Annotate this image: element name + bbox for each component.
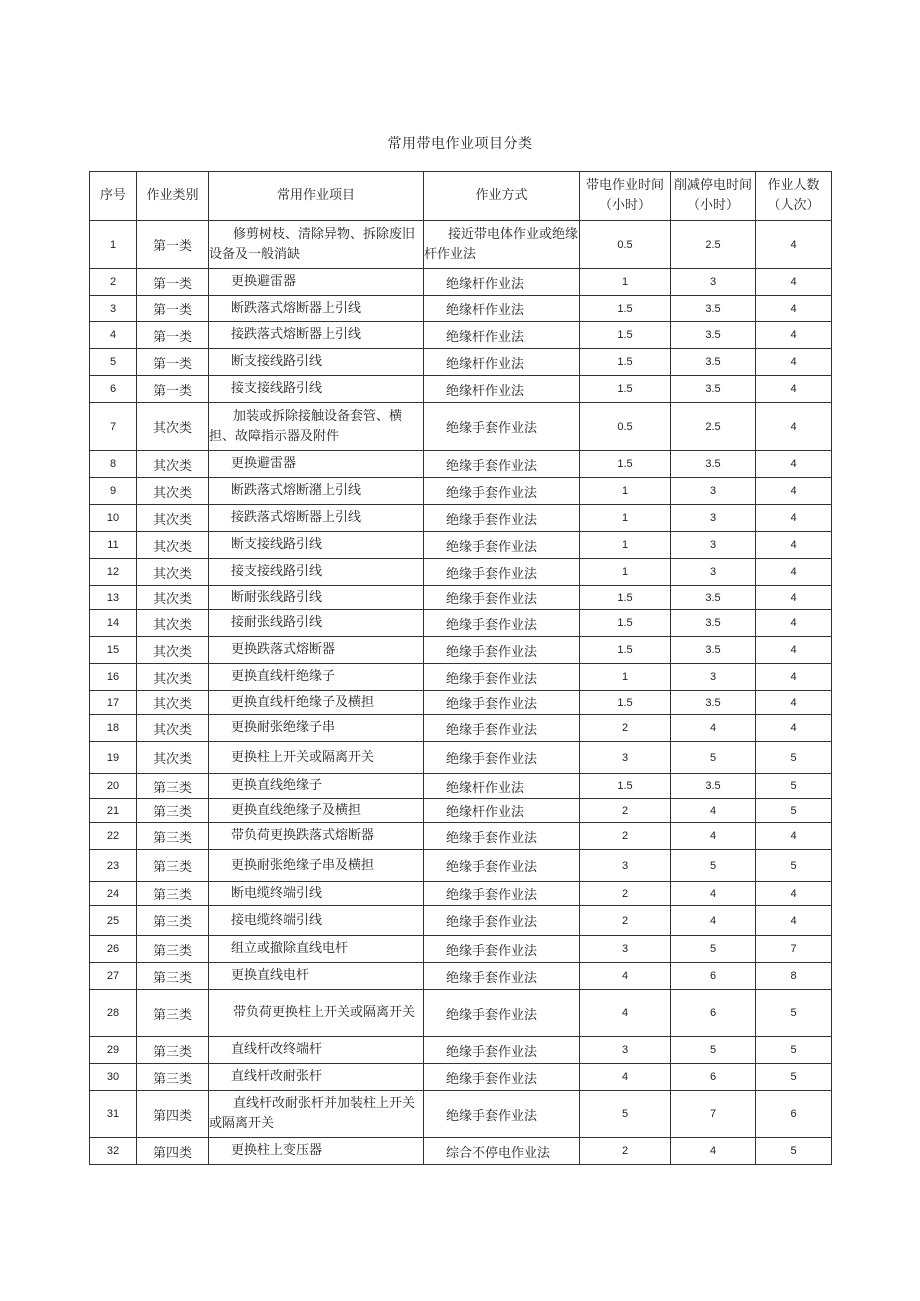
live-time-cell: 4 [580, 963, 671, 990]
reduced-time-cell: 3.5 [671, 451, 756, 478]
method-cell: 绝缘手套作业法 [424, 532, 580, 559]
method-cell: 绝缘手套作业法 [424, 610, 580, 637]
method-cell: 绝缘手套作业法 [424, 1037, 580, 1064]
item-cell: 直线杆改终端杆 [209, 1037, 424, 1064]
item-cell: 接耐张线路引线 [209, 610, 424, 637]
method-cell: 绝缘手套作业法 [424, 478, 580, 505]
reduced-time-cell: 2.5 [671, 221, 756, 269]
people-cell: 4 [756, 505, 832, 532]
item-cell: 接电缆终端引线 [209, 906, 424, 936]
table-row [90, 637, 832, 664]
category-cell: 其次类 [137, 403, 209, 451]
table-row [90, 1064, 832, 1091]
live-time-cell: 3 [580, 742, 671, 774]
people-cell: 4 [756, 664, 832, 691]
method-cell: 绝缘手套作业法 [424, 823, 580, 850]
category-cell: 第一类 [137, 376, 209, 403]
item-cell: 更换柱上开关或隔离开关 [209, 742, 424, 774]
table-row [90, 559, 832, 586]
live-time-cell: 1.5 [580, 586, 671, 610]
table-row [90, 532, 832, 559]
reduced-time-cell: 3.5 [671, 349, 756, 376]
seq-cell: 6 [90, 376, 137, 403]
seq-cell: 20 [90, 774, 137, 799]
people-cell: 4 [756, 715, 832, 742]
method-cell: 绝缘杆作业法 [424, 376, 580, 403]
method-cell: 绝缘手套作业法 [424, 715, 580, 742]
table-row [90, 586, 832, 610]
reduced-time-cell: 3 [671, 269, 756, 296]
seq-cell: 28 [90, 990, 137, 1037]
people-cell: 5 [756, 742, 832, 774]
reduced-time-cell: 6 [671, 1064, 756, 1091]
method-cell: 绝缘手套作业法 [424, 742, 580, 774]
item-cell: 断跌落式熔断潴上引线 [209, 478, 424, 505]
reduced-time-cell: 5 [671, 850, 756, 882]
seq-cell: 23 [90, 850, 137, 882]
category-cell: 其次类 [137, 610, 209, 637]
header-live-time: 带电作业时间（小时） [580, 172, 671, 221]
method-cell: 绝缘手套作业法 [424, 505, 580, 532]
item-cell: 更换直线杆绝缘子及横担 [209, 691, 424, 715]
item-cell: 带负荷更换跌落式熔断器 [209, 823, 424, 850]
item-cell: 修剪树枝、清除异物、拆除废旧设备及一般消缺 [209, 221, 424, 269]
table-row [90, 221, 832, 269]
people-cell: 5 [756, 990, 832, 1037]
table-row [90, 742, 832, 774]
category-cell: 其次类 [137, 559, 209, 586]
reduced-time-cell: 4 [671, 1138, 756, 1165]
seq-cell: 32 [90, 1138, 137, 1165]
category-cell: 其次类 [137, 451, 209, 478]
category-cell: 其次类 [137, 691, 209, 715]
live-time-cell: 0.5 [580, 403, 671, 451]
live-time-cell: 5 [580, 1091, 671, 1138]
live-time-cell: 0.5 [580, 221, 671, 269]
reduced-time-cell: 5 [671, 742, 756, 774]
item-cell: 接跌落式熔断器上引线 [209, 505, 424, 532]
people-cell: 6 [756, 1091, 832, 1138]
reduced-time-cell: 3.5 [671, 586, 756, 610]
seq-cell: 10 [90, 505, 137, 532]
method-cell: 绝缘杆作业法 [424, 774, 580, 799]
table-row [90, 269, 832, 296]
reduced-time-cell: 3.5 [671, 637, 756, 664]
table-row [90, 664, 832, 691]
item-cell: 更换直线杆绝缘子 [209, 664, 424, 691]
live-time-cell: 2 [580, 906, 671, 936]
live-time-cell: 1.5 [580, 610, 671, 637]
header-reduced-time: 削减停电时间（小时） [671, 172, 756, 221]
live-time-cell: 1 [580, 478, 671, 505]
reduced-time-cell: 3.5 [671, 376, 756, 403]
live-time-cell: 1 [580, 269, 671, 296]
live-time-cell: 4 [580, 1064, 671, 1091]
method-cell: 绝缘杆作业法 [424, 349, 580, 376]
live-time-cell: 1.5 [580, 296, 671, 322]
method-cell: 绝缘手套作业法 [424, 1091, 580, 1138]
item-cell: 接支接线路引线 [209, 559, 424, 586]
item-cell: 更换直线电杆 [209, 963, 424, 990]
reduced-time-cell: 3 [671, 559, 756, 586]
live-time-cell: 1.5 [580, 691, 671, 715]
table-row [90, 1091, 832, 1138]
reduced-time-cell: 3 [671, 532, 756, 559]
table-row [90, 715, 832, 742]
seq-cell: 31 [90, 1091, 137, 1138]
method-cell: 绝缘手套作业法 [424, 559, 580, 586]
item-cell: 断支接线路引线 [209, 349, 424, 376]
live-time-cell: 2 [580, 1138, 671, 1165]
seq-cell: 24 [90, 882, 137, 906]
people-cell: 4 [756, 349, 832, 376]
item-cell: 接跌落式熔断器上引线 [209, 322, 424, 349]
table-row [90, 936, 832, 963]
category-cell: 第三类 [137, 882, 209, 906]
item-cell: 组立或撤除直线电杆 [209, 936, 424, 963]
live-time-cell: 1.5 [580, 774, 671, 799]
people-cell: 4 [756, 532, 832, 559]
reduced-time-cell: 6 [671, 963, 756, 990]
seq-cell: 16 [90, 664, 137, 691]
reduced-time-cell: 3.5 [671, 610, 756, 637]
seq-cell: 2 [90, 269, 137, 296]
reduced-time-cell: 6 [671, 990, 756, 1037]
method-cell: 绝缘手套作业法 [424, 586, 580, 610]
category-cell: 第三类 [137, 906, 209, 936]
method-cell: 绝缘杆作业法 [424, 799, 580, 823]
table-row [90, 882, 832, 906]
item-cell: 更换直线绝缘子及横担 [209, 799, 424, 823]
live-time-cell: 2 [580, 823, 671, 850]
people-cell: 8 [756, 963, 832, 990]
page-title: 常用带电作业项目分类 [387, 136, 533, 152]
item-cell: 加装或拆除接触设备套管、横担、故障指示器及附件 [209, 403, 424, 451]
reduced-time-cell: 7 [671, 1091, 756, 1138]
live-time-cell: 3 [580, 1037, 671, 1064]
item-cell: 更换避雷器 [209, 451, 424, 478]
category-cell: 其次类 [137, 742, 209, 774]
seq-cell: 8 [90, 451, 137, 478]
item-cell: 更换跌落式熔断器 [209, 637, 424, 664]
seq-cell: 18 [90, 715, 137, 742]
live-time-cell: 1.5 [580, 451, 671, 478]
header-item: 常用作业项目 [209, 172, 424, 221]
category-cell: 其次类 [137, 715, 209, 742]
method-cell: 绝缘手套作业法 [424, 691, 580, 715]
reduced-time-cell: 4 [671, 823, 756, 850]
category-cell: 第三类 [137, 990, 209, 1037]
seq-cell: 13 [90, 586, 137, 610]
table-row [90, 774, 832, 799]
people-cell: 7 [756, 936, 832, 963]
people-cell: 5 [756, 1138, 832, 1165]
people-cell: 5 [756, 799, 832, 823]
seq-cell: 15 [90, 637, 137, 664]
reduced-time-cell: 3 [671, 478, 756, 505]
seq-cell: 14 [90, 610, 137, 637]
table-row [90, 1138, 832, 1165]
live-time-cell: 3 [580, 850, 671, 882]
table-row [90, 990, 832, 1037]
category-cell: 其次类 [137, 586, 209, 610]
seq-cell: 26 [90, 936, 137, 963]
people-cell: 4 [756, 559, 832, 586]
category-cell: 第三类 [137, 1064, 209, 1091]
table-row [90, 478, 832, 505]
seq-cell: 17 [90, 691, 137, 715]
reduced-time-cell: 4 [671, 882, 756, 906]
category-cell: 第一类 [137, 221, 209, 269]
item-cell: 直线杆改耐张杆 [209, 1064, 424, 1091]
table-row [90, 799, 832, 823]
people-cell: 4 [756, 322, 832, 349]
category-cell: 第四类 [137, 1091, 209, 1138]
seq-cell: 4 [90, 322, 137, 349]
table-row [90, 850, 832, 882]
header-method: 作业方式 [424, 172, 580, 221]
people-cell: 4 [756, 882, 832, 906]
reduced-time-cell: 3.5 [671, 774, 756, 799]
item-cell: 更换直线绝缘子 [209, 774, 424, 799]
live-time-cell: 2 [580, 715, 671, 742]
people-cell: 5 [756, 774, 832, 799]
live-time-cell: 1.5 [580, 349, 671, 376]
live-time-cell: 1 [580, 664, 671, 691]
table-row [90, 505, 832, 532]
method-cell: 绝缘手套作业法 [424, 990, 580, 1037]
people-cell: 4 [756, 478, 832, 505]
seq-cell: 7 [90, 403, 137, 451]
category-cell: 第一类 [137, 296, 209, 322]
header-seq: 序号 [90, 172, 137, 221]
seq-cell: 11 [90, 532, 137, 559]
method-cell: 绝缘手套作业法 [424, 664, 580, 691]
item-cell: 断耐张线路引线 [209, 586, 424, 610]
seq-cell: 19 [90, 742, 137, 774]
live-time-cell: 1.5 [580, 322, 671, 349]
live-time-cell: 3 [580, 936, 671, 963]
table-row [90, 1037, 832, 1064]
item-cell: 更换柱上变压器 [209, 1138, 424, 1165]
category-cell: 其次类 [137, 532, 209, 559]
method-cell: 接近带电体作业或绝缘杆作业法 [424, 221, 580, 269]
seq-cell: 9 [90, 478, 137, 505]
category-cell: 第三类 [137, 850, 209, 882]
live-time-cell: 4 [580, 990, 671, 1037]
reduced-time-cell: 4 [671, 799, 756, 823]
method-cell: 绝缘杆作业法 [424, 322, 580, 349]
method-cell: 绝缘手套作业法 [424, 637, 580, 664]
reduced-time-cell: 5 [671, 1037, 756, 1064]
category-cell: 第一类 [137, 322, 209, 349]
category-cell: 其次类 [137, 637, 209, 664]
people-cell: 4 [756, 906, 832, 936]
reduced-time-cell: 3 [671, 505, 756, 532]
method-cell: 绝缘手套作业法 [424, 882, 580, 906]
seq-cell: 3 [90, 296, 137, 322]
reduced-time-cell: 3.5 [671, 296, 756, 322]
item-cell: 更换耐张绝缘子串及横担 [209, 850, 424, 882]
category-cell: 第三类 [137, 963, 209, 990]
method-cell: 绝缘手套作业法 [424, 850, 580, 882]
method-cell: 绝缘手套作业法 [424, 451, 580, 478]
item-cell: 带负荷更换柱上开关或隔离开关 [209, 990, 424, 1037]
category-cell: 第四类 [137, 1138, 209, 1165]
table-row [90, 823, 832, 850]
category-cell: 第三类 [137, 823, 209, 850]
method-cell: 绝缘手套作业法 [424, 403, 580, 451]
item-cell: 更换避雷器 [209, 269, 424, 296]
reduced-time-cell: 4 [671, 715, 756, 742]
seq-cell: 22 [90, 823, 137, 850]
live-time-cell: 1 [580, 532, 671, 559]
live-time-cell: 1.5 [580, 637, 671, 664]
category-cell: 第三类 [137, 799, 209, 823]
category-cell: 其次类 [137, 505, 209, 532]
seq-cell: 30 [90, 1064, 137, 1091]
table-row [90, 376, 832, 403]
method-cell: 绝缘手套作业法 [424, 1064, 580, 1091]
people-cell: 4 [756, 403, 832, 451]
table-header-row [90, 172, 832, 221]
live-time-cell: 1 [580, 505, 671, 532]
item-cell: 更换耐张绝缘子串 [209, 715, 424, 742]
people-cell: 4 [756, 823, 832, 850]
category-cell: 其次类 [137, 664, 209, 691]
reduced-time-cell: 4 [671, 906, 756, 936]
method-cell: 绝缘手套作业法 [424, 906, 580, 936]
seq-cell: 25 [90, 906, 137, 936]
live-time-cell: 1.5 [580, 376, 671, 403]
table-row [90, 610, 832, 637]
people-cell: 4 [756, 637, 832, 664]
people-cell: 4 [756, 269, 832, 296]
table-row [90, 349, 832, 376]
item-cell: 断支接线路引线 [209, 532, 424, 559]
header-people: 作业人数（人次） [756, 172, 832, 221]
people-cell: 5 [756, 850, 832, 882]
people-cell: 4 [756, 610, 832, 637]
live-time-cell: 1 [580, 559, 671, 586]
seq-cell: 12 [90, 559, 137, 586]
method-cell: 绝缘手套作业法 [424, 936, 580, 963]
people-cell: 4 [756, 221, 832, 269]
people-cell: 4 [756, 691, 832, 715]
seq-cell: 29 [90, 1037, 137, 1064]
item-cell: 断电缆终端引线 [209, 882, 424, 906]
table-row [90, 322, 832, 349]
table-row [90, 403, 832, 451]
category-cell: 第三类 [137, 774, 209, 799]
table-row [90, 451, 832, 478]
item-cell: 接支接线路引线 [209, 376, 424, 403]
item-cell: 直线杆改耐张杆并加装柱上开关或隔离开关 [209, 1091, 424, 1138]
live-time-cell: 2 [580, 882, 671, 906]
header-category: 作业类别 [137, 172, 209, 221]
category-cell: 第三类 [137, 1037, 209, 1064]
item-cell: 断跌落式熔断器上引线 [209, 296, 424, 322]
table-row [90, 906, 832, 936]
method-cell: 绝缘杆作业法 [424, 296, 580, 322]
method-cell: 绝缘手套作业法 [424, 963, 580, 990]
people-cell: 5 [756, 1064, 832, 1091]
method-cell: 绝缘杆作业法 [424, 269, 580, 296]
reduced-time-cell: 2.5 [671, 403, 756, 451]
table-row [90, 963, 832, 990]
work-items-table [89, 171, 832, 1165]
table-row [90, 691, 832, 715]
reduced-time-cell: 3.5 [671, 322, 756, 349]
seq-cell: 1 [90, 221, 137, 269]
seq-cell: 5 [90, 349, 137, 376]
seq-cell: 27 [90, 963, 137, 990]
reduced-time-cell: 5 [671, 936, 756, 963]
reduced-time-cell: 3 [671, 664, 756, 691]
category-cell: 第一类 [137, 349, 209, 376]
category-cell: 第三类 [137, 936, 209, 963]
live-time-cell: 2 [580, 799, 671, 823]
people-cell: 5 [756, 1037, 832, 1064]
method-cell: 综合不停电作业法 [424, 1138, 580, 1165]
table-row [90, 296, 832, 322]
people-cell: 4 [756, 586, 832, 610]
people-cell: 4 [756, 451, 832, 478]
seq-cell: 21 [90, 799, 137, 823]
category-cell: 其次类 [137, 478, 209, 505]
people-cell: 4 [756, 376, 832, 403]
reduced-time-cell: 3.5 [671, 691, 756, 715]
people-cell: 4 [756, 296, 832, 322]
category-cell: 第一类 [137, 269, 209, 296]
